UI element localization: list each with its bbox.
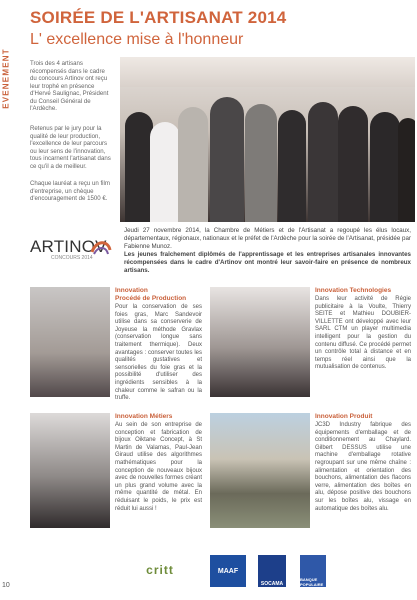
caption-paragraph-2: Les jeunes fraîchement diplômés de l'apprentissage et les entreprises artisanales innovantes récompensées dans le cadre d'Artinov ont montré leur savoir-faire en présence de nombreux artisans. bbox=[124, 251, 411, 275]
socama-logo-text: SOCAMA bbox=[260, 581, 284, 587]
critt-logo-text: critt bbox=[146, 563, 174, 577]
card-text-metiers: Au sein de son entreprise de conception et fabrication de bijoux Oiktane Concept, à St Martin de Valamas, Paul-Jean Giraud utilise des algorithmes mathématiques pour la conception de nouveaux bijoux avec de nouvelles formes créant un plus grand volume avec la même quantité de métal. En réduisant le poids, le prix est réduit lui aussi ! bbox=[115, 422, 202, 512]
page-number: 10 bbox=[2, 582, 10, 589]
card-title-production: Innovation bbox=[115, 287, 148, 294]
page-title: SOIRÉE DE L'ARTISANAT 2014 bbox=[30, 8, 287, 27]
photo-caption bbox=[124, 227, 411, 276]
card-subtitle-production: Procédé de Production bbox=[115, 295, 187, 302]
card-text-production: Pour la conservation de ses foies gras, Marc Sandevoir utilise dans sa conserverie de Joyeuse la méthode Gravlax (conservation longue sans traitement thermique). Deux avantages : conserver toutes les qualités gustatives et sensorielles du foie gras et la possibilité d'utiliser des ingrédients sensibles à la chaleur comme le safran ou la truffe. bbox=[115, 304, 202, 402]
socama-logo bbox=[258, 555, 286, 587]
banque-populaire-logo bbox=[300, 555, 326, 587]
card-title-produit: Innovation Produit bbox=[315, 413, 373, 420]
page-subtitle: L' excellence mise à l'honneur bbox=[30, 31, 244, 48]
group-photo bbox=[120, 57, 415, 222]
card-title-metiers: Innovation Métiers bbox=[115, 413, 173, 420]
maaf-logo bbox=[210, 555, 246, 587]
artinov-logo-subtitle: CONCOURS 2014 bbox=[51, 255, 93, 261]
intro-paragraph-2: Retenus par le jury pour la qualité de leur production, l'excellence de leur parcours ou leur sens de l'innovation, tous incarnent l'artisanat dans ce qu'il a de meilleur. bbox=[30, 125, 111, 170]
artinov-logo-text: ARTINOV bbox=[30, 237, 107, 256]
card-text-produit: JC3D Industry fabrique des équipements d'emballage et de conditionnement au Chaylard. Gilbert DESSUS utilise une machine d'emballage rotative regroupant sur une même chaîne : alimentation et orientation des bouchons, alimentation des flacons verre, alimentation des boîtes en alu, dépose positive des bouchons sur les boîtes alu, vissage en automatique des boîtes alu. bbox=[315, 422, 411, 512]
card-title-technologies: Innovation Technologies bbox=[315, 287, 392, 294]
banque-populaire-logo-text: BANQUE POPULAIRE bbox=[300, 577, 324, 587]
card-photo-produit bbox=[210, 413, 310, 528]
intro-paragraph-1: Trois des 4 artisans récompensés dans le cadre du concours Artinov ont reçu leur trophé en présence d'Hervé Saulignac, Président du Conseil Général de l'Ardèche. bbox=[30, 60, 109, 112]
intro-paragraph-3: Chaque lauréat a reçu un film d'entreprise, un chèque d'encouragement de 1500 €. bbox=[30, 180, 110, 202]
artinov-swirl-icon bbox=[90, 238, 112, 258]
critt-logo bbox=[130, 558, 190, 582]
section-label: EVENEMENT bbox=[1, 48, 11, 109]
card-photo-metiers bbox=[30, 413, 110, 528]
card-photo-production bbox=[30, 287, 110, 397]
caption-paragraph-1: Jeudi 27 novembre 2014, la Chambre de Métiers et de l'Artisanat a regoupé les élus locaux, départementaux, régionaux, nationaux et le préfet de l'Ardèche pour la soirée de l'Artisanat, présidée par Fabienne Munoz. bbox=[124, 227, 411, 251]
card-photo-technologies bbox=[210, 287, 310, 397]
card-text-technologies: Dans leur activité de Régie publicitaire à la Voulte, Thierry SEITE et Mathieu DOUBIER-VILLETTE ont développé avec leur SARL CTM un player multimedia intelligent pour la gestion du contenu diffusé. Ce procédé permet un contrôle total à distance et en temps réel ainsi que la mutualisation de contenus. bbox=[315, 296, 411, 371]
maaf-logo-text: MAAF bbox=[217, 567, 239, 575]
